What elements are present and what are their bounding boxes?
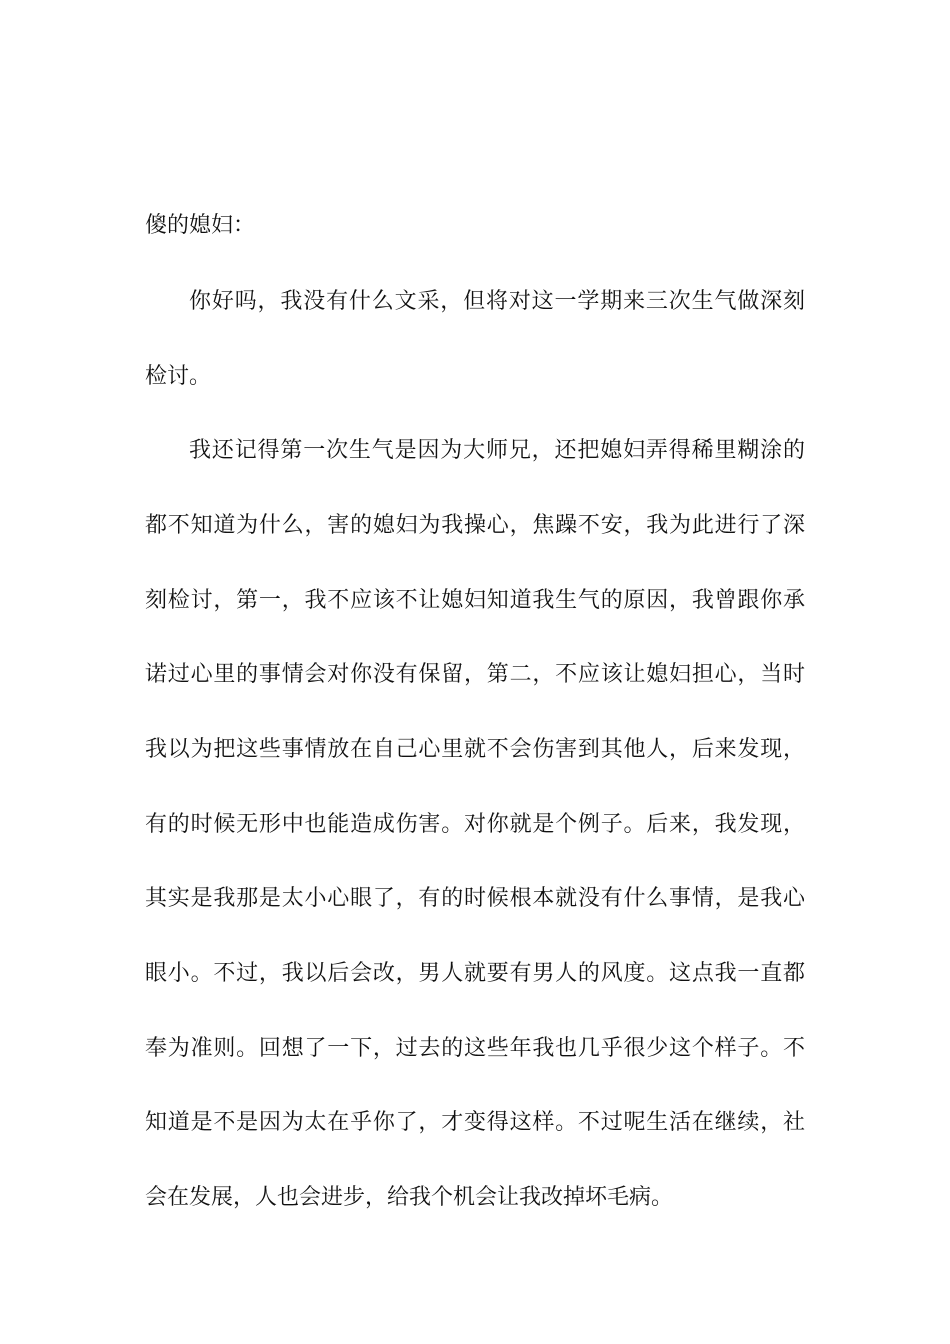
paragraph-2-line-8: 眼小。不过，我以后会改，男人就要有男人的风度。这点我一直都	[145, 961, 805, 986]
paragraph-2-line-5: 我以为把这些事情放在自己心里就不会伤害到其他人，后来发现，	[145, 737, 805, 762]
paragraph-2-line-1: 我还记得第一次生气是因为大师兄，还把媳妇弄得稀里糊涂的	[189, 438, 805, 463]
paragraph-2-line-4: 诺过心里的事情会对你没有保留，第二，不应该让媳妇担心，当时	[145, 662, 805, 687]
paragraph-2-line-2: 都不知道为什么，害的媳妇为我操心，焦躁不安，我为此进行了深	[145, 513, 805, 538]
paragraph-2-line-10: 知道是不是因为太在乎你了，才变得这样。不过呢生活在继续，社	[145, 1110, 805, 1135]
paragraph-1-line-1: 你好吗，我没有什么文采，但将对这一学期来三次生气做深刻	[189, 289, 805, 314]
paragraph-2-line-3: 刻检讨，第一，我不应该不让媳妇知道我生气的原因，我曾跟你承	[145, 588, 805, 613]
salutation: 傻的媳妇：	[145, 213, 256, 238]
paragraph-2-line-6: 有的时候无形中也能造成伤害。对你就是个例子。后来，我发现，	[145, 812, 805, 837]
paragraph-1-line-2: 检讨。	[145, 364, 212, 389]
paragraph-2-line-11: 会在发展，人也会进步，给我个机会让我改掉坏毛病。	[145, 1185, 674, 1210]
paragraph-2-line-7: 其实是我那是太小心眼了，有的时候根本就没有什么事情，是我心	[145, 886, 805, 911]
paragraph-2-line-9: 奉为准则。回想了一下，过去的这些年我也几乎很少这个样子。不	[145, 1036, 805, 1061]
